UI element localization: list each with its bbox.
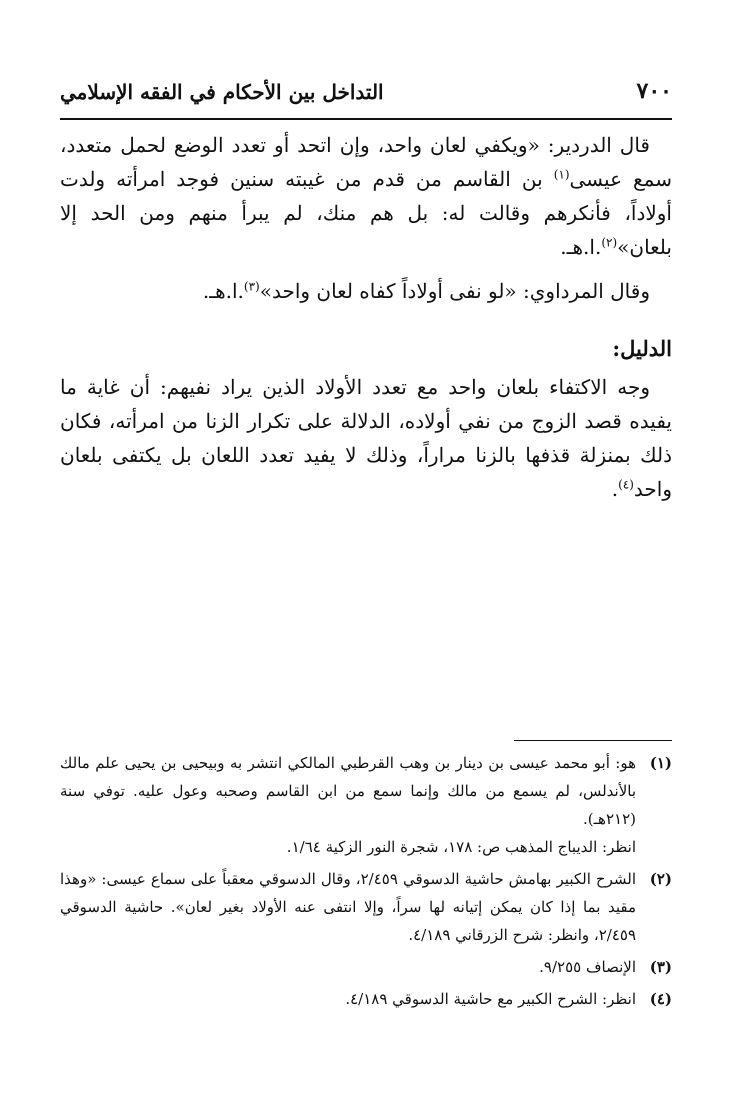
quote1-text-middle: بن القاسم من قدم من غيبته سنين فوجد امرأته ولدت أولاداً، فأنكرهم وقالت له: بل هم منك، لم يبرأ منهم ومن الحد إلا بلعان» bbox=[60, 167, 672, 259]
footnote-body bbox=[60, 865, 636, 949]
footnote-separator bbox=[514, 740, 672, 741]
footnote-line: الشرح الكبير بهامش حاشية الدسوقي ٢/٤٥٩، وقال الدسوقي معقباً على سماع عيسى: «وهذا مقيد بما إذا كان يمكن إتيانه لها سراً، وإلا انتفى عنه الأولاد بغير لعان». حاشية الدسوقي ٢/٤٥٩، وانظر: شرح الزرقاني ٤/١٨٩. bbox=[60, 870, 636, 944]
footnote-3 bbox=[60, 953, 672, 981]
footnote-ref-2[interactable]: (٢) bbox=[601, 235, 618, 250]
footnote-ref-1[interactable]: (١) bbox=[553, 167, 570, 182]
footnote-ref-3[interactable]: (٣) bbox=[243, 279, 260, 294]
footnote-number: (٣) bbox=[649, 958, 672, 976]
evidence-end: . bbox=[611, 477, 619, 501]
footnote-ref-4[interactable]: (٤) bbox=[618, 477, 634, 492]
footnote-body bbox=[60, 749, 636, 861]
footnote-number: (٤) bbox=[649, 990, 672, 1008]
footnote-line: هو: أبو محمد عيسى بن دينار بن وهب القرطبي المالكي انتشر به وبيحيى بن يحيى علم مالك بالأندلس، لم يسمع من مالك وإنما سمع من ابن القاسم وصحبه وعول عليه. توفي سنة (٢١٢هـ). bbox=[60, 754, 636, 828]
evidence-text: وجه الاكتفاء بلعان واحد مع تعدد الأولاد الذين يراد نفيهم: أن غاية ما يفيده قصد الزوج من نفي أولاده، الدلالة على تكرار الزنا من امرأته، فكان ذلك بمنزلة قذفها بالزنا مراراً، وذلك لا يفيد تعدد اللعان بل يكتفى بلعان واحد bbox=[60, 375, 672, 501]
footnote-number: (٢) bbox=[649, 870, 672, 888]
quote1-end-marker: .ا.هـ. bbox=[560, 235, 602, 259]
quote2-end-marker: .ا.هـ. bbox=[202, 279, 244, 303]
footnote-1 bbox=[60, 749, 672, 861]
paragraph-evidence bbox=[60, 370, 672, 506]
paragraph-dardir-quote bbox=[60, 128, 672, 264]
paragraph-mardawi-quote bbox=[60, 274, 672, 308]
footnote-line: انظر: الديباج المذهب ص: ١٧٨، شجرة النور الزكية ١/٦٤. bbox=[286, 838, 636, 856]
footnote-line: انظر: الشرح الكبير مع حاشية الدسوقي ٤/١٨٩. bbox=[345, 990, 636, 1008]
footnote-4 bbox=[60, 985, 672, 1013]
page-header bbox=[60, 78, 672, 120]
main-text bbox=[60, 128, 672, 506]
footnote-2 bbox=[60, 865, 672, 949]
quote2-text: وقال المرداوي: «لو نفى أولاداً كفاه لعان واحد» bbox=[259, 279, 650, 303]
section-heading-evidence: الدليل: bbox=[612, 336, 672, 361]
footnotes-section bbox=[60, 740, 672, 1017]
footnote-body bbox=[60, 953, 636, 981]
quote1-text-start: قال الدردير: «ويكفي لعان واحد، وإن اتحد أو تعدد الوضع لحمل متعدد، سمع عيسى bbox=[60, 133, 672, 191]
footnote-body bbox=[60, 985, 636, 1013]
footnote-line: الإنصاف ٩/٢٥٥. bbox=[539, 958, 636, 976]
page-number: ٧٠٠ bbox=[636, 78, 672, 104]
running-title: التداخل بين الأحكام في الفقه الإسلامي bbox=[60, 80, 384, 104]
footnote-number: (١) bbox=[649, 754, 672, 772]
